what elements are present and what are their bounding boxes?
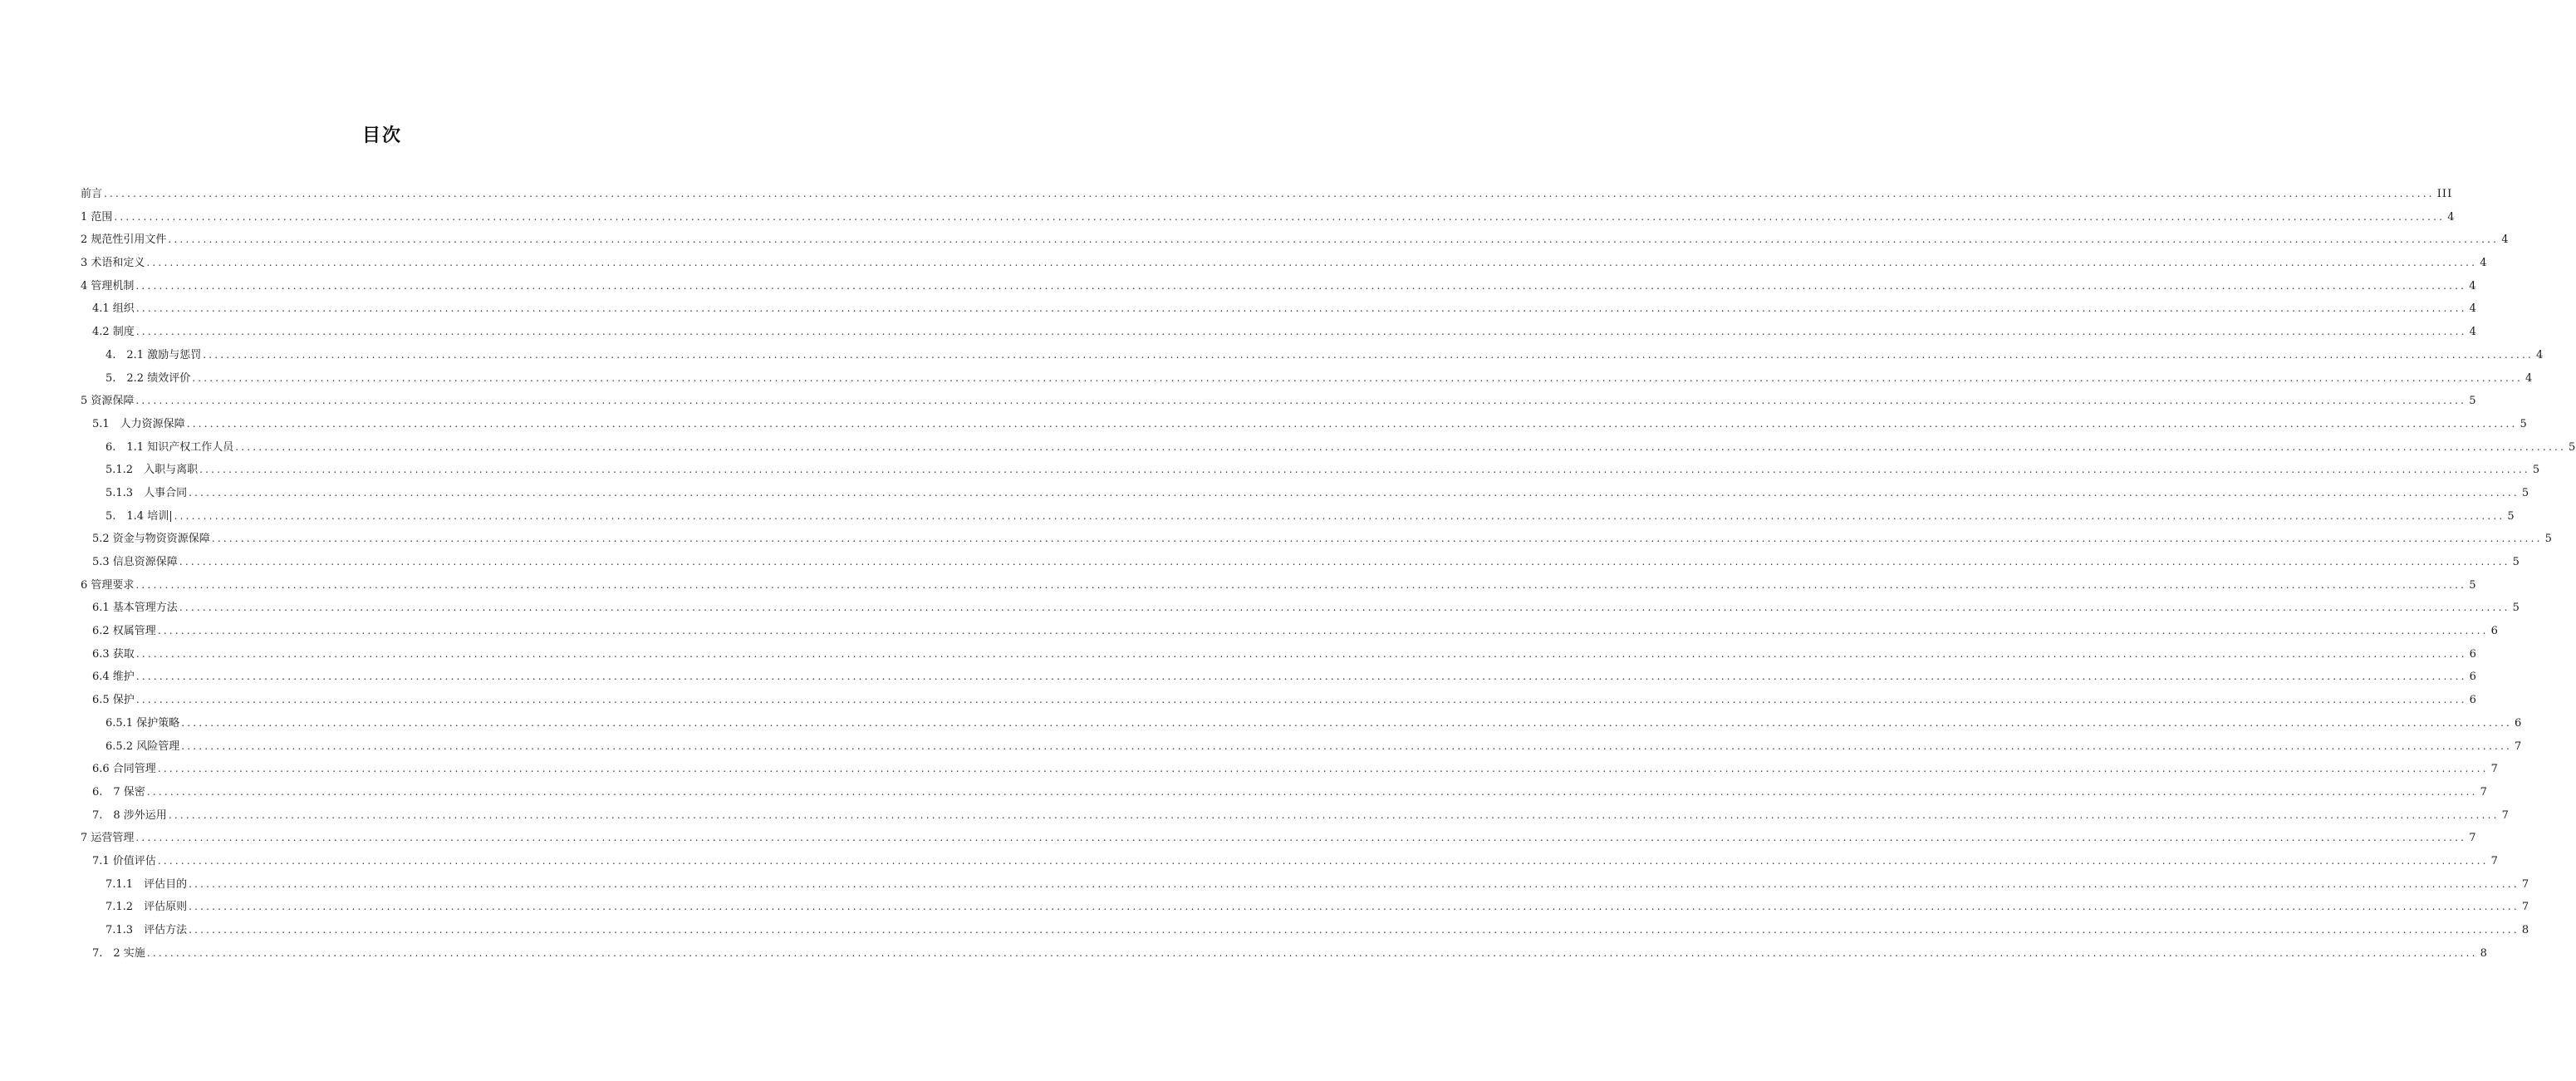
toc-page-number: 4	[2469, 326, 2477, 339]
page-title: 目次	[361, 125, 402, 146]
toc-leader-dots: ................................................................................................................................................................................................................................................................................................................................................................................................................	[157, 854, 2489, 867]
toc-page-number: 7	[2480, 785, 2488, 798]
toc-entry-label: 6.5.2 风险管理	[105, 740, 180, 753]
toc-leader-dots: ................................................................................................................................................................................................................................................................................................................................................................................................................	[181, 740, 2512, 752]
toc-entry-label: 4.2 制度	[92, 326, 135, 339]
toc-page-number: 8	[2521, 924, 2530, 936]
toc-entry[interactable]	[81, 482, 2530, 505]
toc-page-number: 5	[2469, 578, 2477, 592]
toc-entry[interactable]	[81, 850, 2499, 873]
toc-leader-dots: ................................................................................................................................................................................................................................................................................................................................................................................................................	[157, 625, 2489, 637]
toc-entry-label: 5. 2.2 绩效评价	[105, 371, 191, 385]
toc-entry-label: 5.2 资金与物资资源保障	[92, 533, 210, 546]
toc-page-number: 7	[2469, 832, 2477, 845]
toc-page-number: 4	[2525, 371, 2534, 385]
toc-page-number: 7	[2490, 854, 2499, 867]
toc-page-number: 5	[2512, 602, 2520, 615]
toc-entry-label: 1 范围	[81, 210, 113, 224]
toc-entry-label: 6. 1.1 知识产权工作人员	[105, 440, 234, 454]
toc-entry-label: 4 管理机制	[81, 279, 135, 292]
toc-leader-dots: ................................................................................................................................................................................................................................................................................................................................................................................................................	[135, 647, 2467, 660]
toc-entry[interactable]	[81, 206, 2456, 229]
toc-leader-dots: ................................................................................................................................................................................................................................................................................................................................................................................................................	[189, 486, 2520, 499]
table-of-contents	[81, 183, 2576, 965]
toc-entry[interactable]	[81, 344, 2544, 367]
toc-page-number: 4	[2480, 257, 2488, 270]
toc-entry[interactable]	[81, 505, 2515, 528]
toc-page-number: 7	[2515, 740, 2523, 753]
toc-leader-dots: ................................................................................................................................................................................................................................................................................................................................................................................................................	[114, 210, 2446, 223]
toc-page-number: 4	[2469, 302, 2477, 316]
toc-entry[interactable]	[81, 574, 2477, 597]
toc-leader-dots: ................................................................................................................................................................................................................................................................................................................................................................................................................	[135, 279, 2467, 292]
toc-leader-dots: ................................................................................................................................................................................................................................................................................................................................................................................................................	[146, 785, 2478, 798]
toc-entry-label: 6 管理要求	[81, 578, 135, 592]
toc-entry[interactable]	[81, 735, 2523, 759]
toc-leader-dots: ................................................................................................................................................................................................................................................................................................................................................................................................................	[203, 348, 2534, 361]
toc-entry[interactable]	[81, 367, 2534, 391]
toc-page-number: 7	[2521, 901, 2530, 914]
toc-entry-label: 6.1 基本管理方法	[92, 602, 178, 615]
toc-entry-label: 6.5 保护	[92, 694, 135, 707]
toc-leader-dots: ................................................................................................................................................................................................................................................................................................................................................................................................................	[135, 326, 2467, 338]
toc-entry-label: 6.3 获取	[92, 647, 135, 661]
toc-leader-dots: ................................................................................................................................................................................................................................................................................................................................................................................................................	[135, 395, 2467, 407]
toc-leader-dots: ................................................................................................................................................................................................................................................................................................................................................................................................................	[179, 556, 2510, 568]
toc-entry[interactable]	[81, 804, 2510, 828]
toc-entry[interactable]	[81, 297, 2477, 321]
toc-entry-label: 7.1 价值评估	[92, 854, 156, 867]
toc-page-number: 5	[2512, 556, 2520, 568]
toc-page-number: 5	[2507, 509, 2515, 523]
toc-page-number: 7	[2521, 877, 2530, 891]
toc-entry[interactable]	[81, 551, 2520, 574]
toc-entry[interactable]	[81, 919, 2530, 942]
toc-page-number: 6	[2490, 625, 2499, 638]
toc-entry[interactable]	[81, 896, 2530, 919]
toc-leader-dots: ................................................................................................................................................................................................................................................................................................................................................................................................................	[189, 901, 2520, 913]
toc-leader-dots: ................................................................................................................................................................................................................................................................................................................................................................................................................	[211, 533, 2543, 545]
toc-entry[interactable]	[81, 228, 2510, 252]
toc-entry-label: 4. 2.1 激励与惩罚	[105, 348, 202, 361]
toc-leader-dots: ................................................................................................................................................................................................................................................................................................................................................................................................................	[186, 417, 2518, 430]
toc-leader-dots: ................................................................................................................................................................................................................................................................................................................................................................................................................	[157, 763, 2489, 775]
toc-entry-label: 5 资源保障	[81, 395, 135, 408]
toc-entry[interactable]	[81, 781, 2488, 804]
toc-entry[interactable]	[81, 528, 2553, 551]
toc-leader-dots: ................................................................................................................................................................................................................................................................................................................................................................................................................	[135, 694, 2467, 706]
toc-page-number: 6	[2515, 716, 2523, 730]
toc-entry-label: 5.3 信息资源保障	[92, 556, 178, 568]
toc-page-number: 6	[2469, 694, 2477, 707]
toc-entry-label: 7.1.2 评估原则	[105, 901, 188, 914]
toc-page-number: 4	[2469, 279, 2477, 292]
toc-leader-dots: ................................................................................................................................................................................................................................................................................................................................................................................................................	[181, 716, 2512, 729]
toc-entry-label: 6.4 维护	[92, 671, 135, 684]
toc-page-number: 4	[2501, 233, 2510, 247]
toc-page-number: 4	[2447, 210, 2456, 224]
toc-entry-label: 7.1.3 评估方法	[105, 924, 188, 936]
toc-entry[interactable]	[81, 620, 2499, 643]
toc-leader-dots: ................................................................................................................................................................................................................................................................................................................................................................................................................	[235, 440, 2566, 453]
toc-leader-dots: ................................................................................................................................................................................................................................................................................................................................................................................................................	[135, 578, 2467, 591]
toc-leader-dots: ................................................................................................................................................................................................................................................................................................................................................................................................................	[104, 188, 2435, 199]
toc-leader-dots: ................................................................................................................................................................................................................................................................................................................................................................................................................	[189, 924, 2520, 936]
toc-leader-dots: ................................................................................................................................................................................................................................................................................................................................................................................................................	[168, 808, 2500, 821]
toc-page-number: 4	[2536, 348, 2544, 361]
toc-entry-label: 3 术语和定义	[81, 257, 145, 270]
toc-page-number: 5	[2469, 395, 2477, 408]
toc-leader-dots: ................................................................................................................................................................................................................................................................................................................................................................................................................	[146, 257, 2478, 269]
toc-page-number: 5	[2569, 440, 2576, 454]
toc-leader-dots: ................................................................................................................................................................................................................................................................................................................................................................................................................	[174, 509, 2505, 522]
toc-entry-label: 6.2 权属管理	[92, 625, 156, 638]
toc-page-number: 5	[2544, 533, 2553, 546]
toc-leader-dots: ................................................................................................................................................................................................................................................................................................................................................................................................................	[189, 877, 2520, 890]
toc-page-number: III	[2436, 188, 2453, 200]
toc-leader-dots: ................................................................................................................................................................................................................................................................................................................................................................................................................	[135, 671, 2467, 683]
toc-entry[interactable]	[81, 758, 2499, 781]
toc-leader-dots: ................................................................................................................................................................................................................................................................................................................................................................................................................	[168, 233, 2500, 246]
toc-page-number: 8	[2480, 946, 2488, 960]
toc-entry-label: 2 规范性引用文件	[81, 233, 167, 247]
toc-entry-label: 前言	[81, 188, 103, 200]
toc-entry[interactable]	[81, 459, 2541, 482]
toc-leader-dots: ................................................................................................................................................................................................................................................................................................................................................................................................................	[199, 464, 2530, 476]
toc-page-number: 7	[2490, 763, 2499, 776]
toc-entry[interactable]	[81, 666, 2477, 689]
toc-leader-dots: ................................................................................................................................................................................................................................................................................................................................................................................................................	[135, 302, 2467, 315]
toc-page-number: 7	[2501, 808, 2510, 822]
toc-entry-label: 7. 8 涉外运用	[92, 808, 167, 822]
toc-entry-label: 4.1 组织	[92, 302, 135, 316]
toc-entry-label: 7.1.1 评估目的	[105, 877, 188, 891]
toc-entry[interactable]	[81, 321, 2477, 344]
toc-entry-label: 5.1.2 入职与离职	[105, 464, 199, 477]
toc-page-number: 5	[2521, 486, 2530, 499]
toc-leader-dots: ................................................................................................................................................................................................................................................................................................................................................................................................................	[146, 946, 2478, 959]
toc-entry[interactable]	[81, 689, 2477, 712]
toc-entry[interactable]	[81, 643, 2477, 666]
toc-entry[interactable]	[81, 712, 2523, 735]
toc-entry[interactable]	[81, 183, 2453, 206]
toc-entry-label: 7. 2 实施	[92, 946, 145, 960]
toc-entry[interactable]	[81, 413, 2528, 436]
toc-entry[interactable]	[81, 436, 2576, 459]
toc-page-number: 5	[2532, 464, 2541, 477]
toc-entry[interactable]	[81, 873, 2530, 897]
toc-leader-dots: ................................................................................................................................................................................................................................................................................................................................................................................................................	[192, 371, 2523, 384]
toc-entry[interactable]	[81, 252, 2488, 275]
toc-entry-label: 5.1 人力资源保障	[92, 417, 185, 430]
toc-page-number: 5	[2520, 417, 2528, 430]
toc-entry[interactable]	[81, 390, 2477, 413]
toc-entry[interactable]	[81, 597, 2520, 620]
toc-page-number: 6	[2469, 647, 2477, 661]
toc-page-number: 6	[2469, 671, 2477, 684]
toc-entry[interactable]	[81, 942, 2488, 966]
toc-entry-label: 5.1.3 人事合同	[105, 486, 188, 499]
toc-entry-label: 6.6 合同管理	[92, 763, 156, 776]
toc-entry[interactable]	[81, 275, 2477, 298]
toc-entry-label: 7 运营管理	[81, 832, 135, 845]
toc-leader-dots: ................................................................................................................................................................................................................................................................................................................................................................................................................	[135, 832, 2467, 844]
toc-entry-label: 6. 7 保密	[92, 785, 145, 798]
toc-leader-dots: ................................................................................................................................................................................................................................................................................................................................................................................................................	[179, 602, 2510, 614]
toc-entry-label: 6.5.1 保护策略	[105, 716, 180, 730]
toc-entry-label: 5. 1.4 培训|	[105, 509, 173, 523]
toc-entry[interactable]	[81, 827, 2477, 850]
